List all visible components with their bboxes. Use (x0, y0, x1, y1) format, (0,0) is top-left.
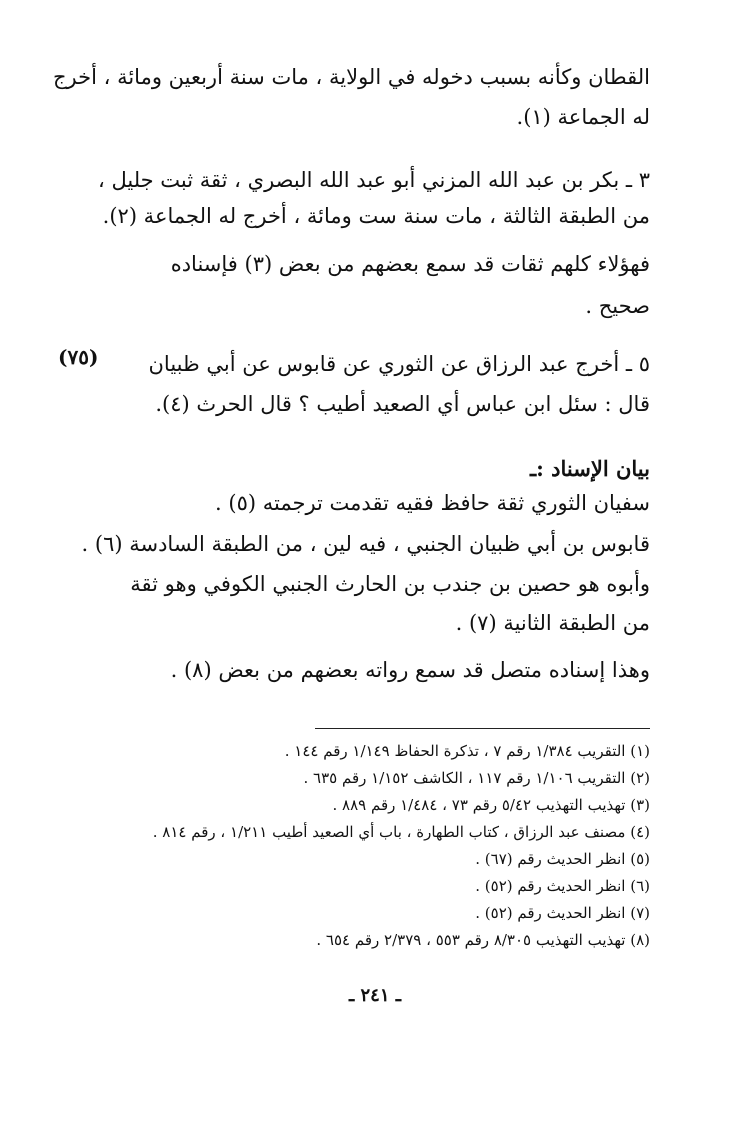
footnote: (٨) تهذيب التهذيب ٨/٣٠٥ رقم ٥٥٣ ، ٢/٣٧٩ رقم ٦٥٤ . (316, 931, 650, 949)
section-heading: بيان الإسناد :ـ (529, 456, 650, 481)
text-line: القطان وكأنه بسبب دخوله في الولاية ، مات سنة أربعين ومائة ، أخرج (52, 65, 650, 89)
page-number: ـ ٢٤١ ـ (348, 985, 402, 1006)
text-line: وهذا إسناده متصل قد سمع رواته بعضهم من بعض (٨) . (170, 658, 650, 682)
text-line: ٥ ـ أخرج عبد الرزاق عن الثوري عن قابوس عن أبي ظبيان (148, 352, 650, 376)
footnote: (٦) انظر الحديث رقم (٥٢) . (475, 877, 650, 895)
text-line: ٣ ـ بكر بن عبد الله المزني أبو عبد الله البصري ، ثقة ثبت جليل ، (98, 168, 650, 192)
hadith-number: (٧٥) (58, 345, 99, 369)
text-line: قال : سئل ابن عباس أي الصعيد أطيب ؟ قال الحرث (٤). (155, 392, 650, 416)
text-line: له الجماعة (١). (516, 105, 650, 129)
text-line: من الطبقة الثانية (٧) . (455, 611, 650, 635)
footnote: (٤) مصنف عبد الرزاق ، كتاب الطهارة ، باب أي الصعيد أطيب ١/٢١١ ، رقم ٨١٤ . (152, 823, 650, 841)
footnote: (٣) تهذيب التهذيب ٥/٤٢ رقم ٧٣ ، ١/٤٨٤ رقم ٨٨٩ . (332, 796, 650, 814)
text-line: صحيح . (585, 294, 650, 318)
text-line: من الطبقة الثالثة ، مات سنة ست ومائة ، أخرج له الجماعة (٢). (102, 204, 650, 228)
text-line: فهؤلاء كلهم ثقات قد سمع بعضهم من بعض (٣) فإسناده (170, 252, 650, 276)
text-line: وأبوه هو حصين بن جندب بن الحارث الجنبي الكوفي وهو ثقة (130, 572, 650, 596)
footnote: (٢) التقريب ١/١٠٦ رقم ١١٧ ، الكاشف ١/١٥٢ رقم ٦٣٥ . (303, 769, 650, 787)
text-line: قابوس بن أبي ظبيان الجنبي ، فيه لين ، من الطبقة السادسة (٦) . (81, 532, 650, 556)
footnote-divider (315, 728, 650, 729)
text-line: سفيان الثوري ثقة حافظ فقيه تقدمت ترجمته (٥) . (215, 491, 650, 515)
footnote: (١) التقريب ١/٣٨٤ رقم ٧ ، تذكرة الحفاظ ١/١٤٩ رقم ١٤٤ . (284, 742, 650, 760)
footnote: (٥) انظر الحديث رقم (٦٧) . (475, 850, 650, 868)
footnote: (٧) انظر الحديث رقم (٥٢) . (475, 904, 650, 922)
